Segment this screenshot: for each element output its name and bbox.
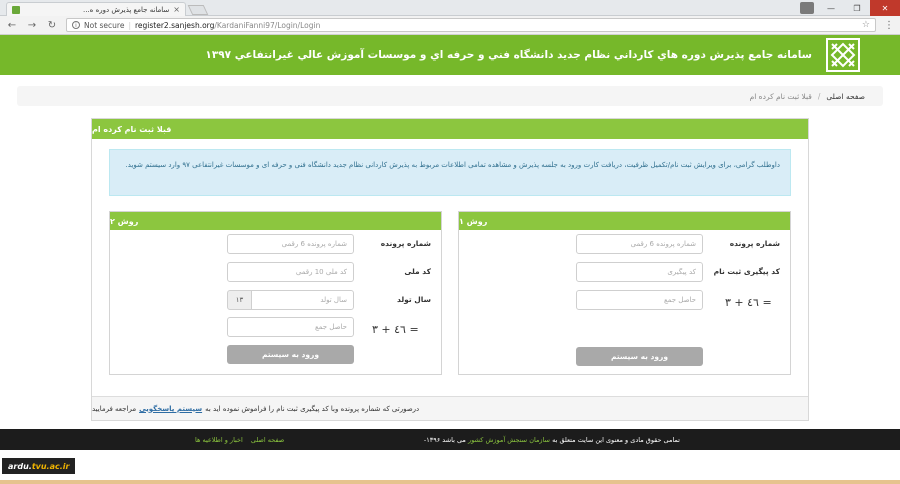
footer-news-link[interactable]: اخبار و اطلاعیه ها (195, 435, 243, 444)
watermark-text: ardu. (8, 461, 32, 471)
birth-year-prefix: ۱۳ (227, 290, 252, 310)
method1-file-label: شماره پرونده (729, 239, 780, 248)
close-window-button[interactable]: ✕ (870, 0, 900, 16)
method2-login-button[interactable]: ورود به سیستم (227, 345, 354, 364)
copyright-after: می باشد ۱۳۹۶- (423, 435, 466, 444)
logo-graphic (829, 41, 857, 69)
method2-birth-row (110, 290, 441, 310)
method2-file-input[interactable] (227, 234, 354, 254)
watermark-logo (2, 458, 75, 474)
bookmark-star-icon[interactable]: ☆ (861, 20, 870, 30)
support-system-link[interactable]: سیستم پاسخگویی (139, 404, 203, 413)
footer-copyright (424, 436, 680, 444)
browser-tabbar (0, 0, 900, 16)
method2-file-label: شماره پرونده (380, 239, 431, 248)
forward-arrow-icon[interactable]: → (27, 19, 37, 31)
footer-text-after: مراجعه فرمایید (92, 404, 137, 413)
browser-tab[interactable] (6, 2, 186, 16)
method1-tracking-row (459, 262, 790, 282)
tab-title: سامانه جامع پذيرش دوره ه... (83, 5, 170, 14)
breadcrumb (17, 86, 883, 106)
method2-panel (109, 211, 442, 375)
copyright-org-link[interactable]: سازمان سنجش آموزش کشور (468, 435, 550, 444)
url-path: /KardaniFanni97/Login/Login (214, 20, 321, 30)
site-title: سامانه جامع پذيرش دوره هاي كارداني نظام جديد دانشگاه فني و حرفه اي و موسسات آموزش عالي غيرانتفاعي ۱۳۹۷ (205, 49, 812, 61)
site-logo-icon (826, 38, 860, 72)
profile-icon[interactable] (800, 2, 814, 14)
method2-captcha: ۳ + ٤٦ = (372, 323, 419, 336)
footer-links (195, 436, 284, 444)
maximize-button[interactable]: ❐ (853, 3, 861, 13)
info-icon[interactable]: i (72, 21, 80, 29)
method2-file-row (110, 234, 441, 254)
breadcrumb-current: قبلا ثبت نام کرده ام (749, 91, 812, 101)
info-alert: داوطلب گرامی، برای ویرایش ثبت نام/تکمیل ظرفیت، دریافت کارت ورود به جلسه پذیرش و مشاهده تمامی اطلاعات مربوط به پذیرش کاردانی نظام جدید دانشگاه فنی و حرفه ای و موسسات غیرانتفاعی ۹۷ وارد سیستم شوید. (109, 149, 791, 196)
method1-file-row (459, 234, 790, 254)
method2-national-row (110, 262, 441, 282)
window-controls (796, 0, 900, 16)
browser-toolbar (0, 16, 900, 35)
method2-birth-input[interactable] (251, 290, 354, 310)
security-label: Not secure (84, 20, 125, 30)
panel-footer (92, 396, 808, 420)
site-header (0, 35, 900, 75)
tab-close-icon[interactable]: × (173, 5, 180, 14)
method1-captcha: ۳ + ٤٦ = (725, 296, 772, 309)
method1-login-button[interactable]: ورود به سیستم (576, 347, 703, 366)
breadcrumb-home-link[interactable]: صفحه اصلی (826, 91, 865, 101)
url-host: register2.sanjesh.org (135, 20, 215, 30)
footer-home-link[interactable]: صفحه اصلی (250, 435, 285, 444)
copyright-before: تمامی حقوق مادی و معنوی این سایت متعلق به (552, 435, 680, 444)
method1-tracking-label: کد پیگیری ثبت نام (713, 267, 780, 276)
method2-title: روش ۲ (110, 212, 441, 230)
method2-sum-input[interactable] (227, 317, 354, 337)
bottom-strip (0, 480, 900, 484)
method1-title: روش ۱ (459, 212, 790, 230)
watermark-accent: tvu.ac.ir (31, 461, 70, 471)
site-footer (0, 429, 900, 450)
method1-sum-input[interactable] (576, 290, 703, 310)
login-panel (91, 118, 809, 421)
method1-tracking-input[interactable] (576, 262, 703, 282)
method1-panel (458, 211, 791, 375)
method2-national-label: کد ملی (404, 267, 431, 276)
url-separator: | (128, 20, 131, 30)
method1-file-input[interactable] (576, 234, 703, 254)
reload-icon[interactable]: ↻ (47, 19, 57, 31)
browser-menu-icon[interactable]: ⋮ (884, 19, 894, 31)
method2-national-input[interactable] (227, 262, 354, 282)
panel-title: قبلا ثبت نام کرده ام (92, 119, 808, 139)
new-tab-button[interactable] (188, 5, 209, 15)
address-bar[interactable] (66, 18, 876, 32)
footer-text-before: درصورتی که شماره پرونده وبا کد پیگیری ثبت نام را فراموش نموده اید به (205, 404, 420, 413)
back-arrow-icon[interactable]: ← (7, 19, 17, 31)
minimize-button[interactable]: — (827, 3, 835, 13)
method2-birth-label: سال تولد (397, 295, 431, 304)
breadcrumb-separator: / (817, 91, 821, 101)
site-favicon-icon (12, 6, 20, 14)
